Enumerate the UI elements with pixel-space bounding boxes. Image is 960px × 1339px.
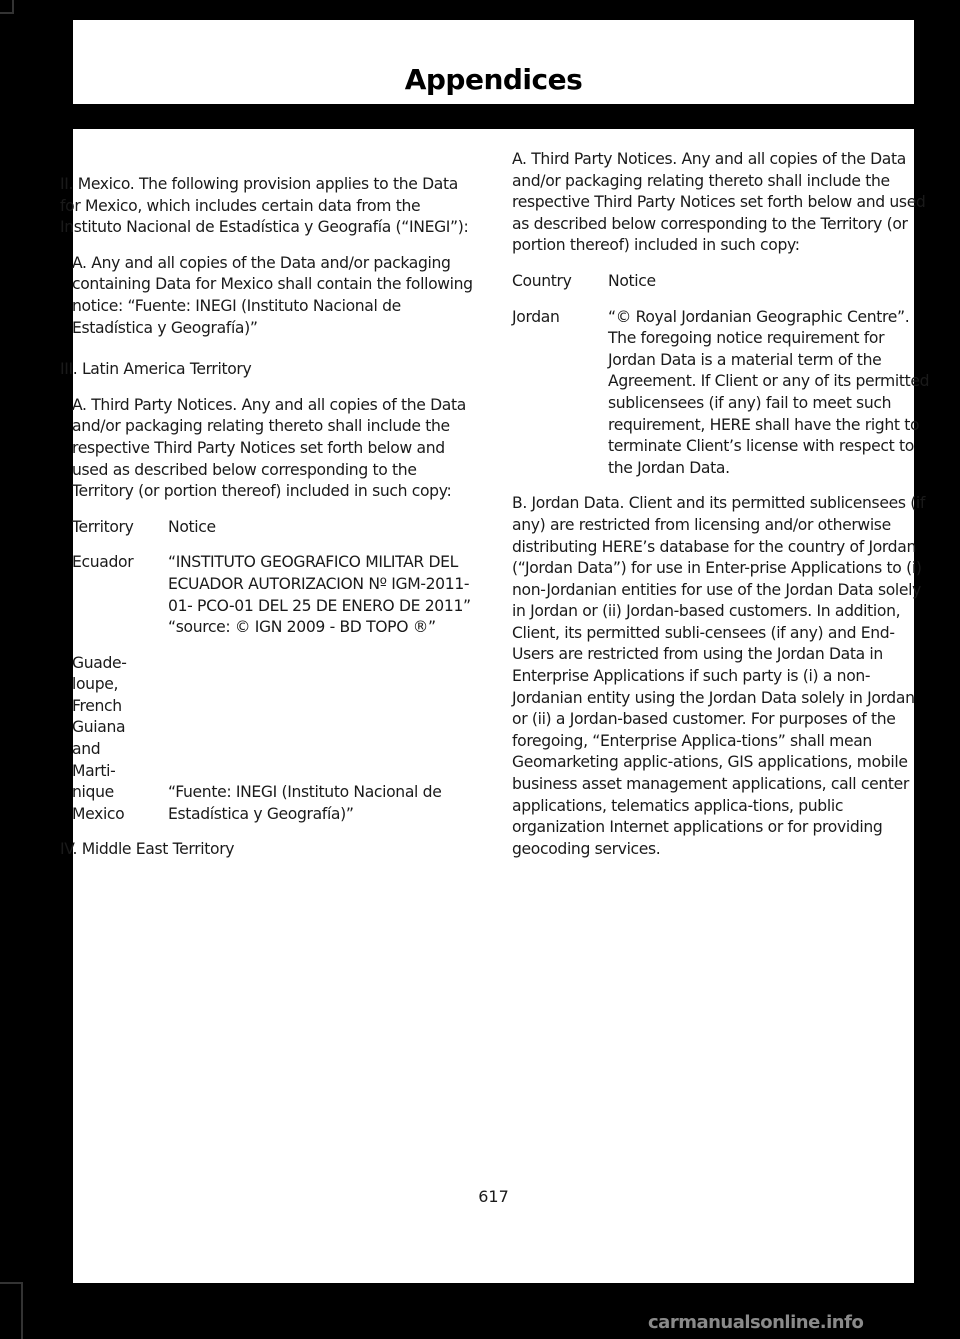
table-row — [72, 653, 480, 826]
table-header-country: Country — [512, 271, 572, 290]
right-column — [512, 149, 932, 874]
left-column — [60, 174, 480, 875]
latin-america-heading: III. Latin America Territory — [60, 360, 252, 379]
country-notice-table — [512, 271, 932, 479]
mexico-notice-paragraph: A. Any and all copies of the Data and/or packaging containing Data for Mexico shall contain the following notice: “Fuente: INEGI (Instituto Nacional de Estadística y Geografía)” — [72, 253, 473, 337]
table-cell-notice: “source: © IGN 2009 - BD TOPO ®” — [168, 618, 436, 637]
middle-east-notice-paragraph: A. Third Party Notices. Any and all copies of the Data and/or packaging relating thereto shall include the respective Third Party Notices set forth below and used as described below corresponding to the Territory (or portion thereof) included in such copy: — [512, 150, 926, 255]
crop-mark-bottom-left — [0, 1282, 23, 1339]
table-cell-territory — [72, 653, 168, 826]
table-cell-territory — [72, 617, 168, 653]
page-body — [60, 129, 930, 1283]
table-cell-notice: “INSTITUTO GEOGRAFICO MILITAR DEL ECUADOR AUTORIZACION Nº IGM-2011-01- PCO-01 DEL 25 DE ENERO DE 2011” — [168, 553, 471, 615]
page-title: Appendices — [404, 63, 583, 96]
middle-east-heading: IV. Middle East Territory — [60, 840, 235, 859]
table-cell-country: Jordan — [512, 307, 560, 326]
table-cell-territory: Ecuador — [72, 553, 134, 572]
table-header-notice: Notice — [608, 271, 656, 290]
mexico-intro-paragraph: II. Mexico. The following provision applies to the Data for Mexico, which includes certain data from the Instituto Nacional de Estadística y Geografía (“INEGI”): — [60, 175, 469, 237]
watermark-link[interactable]: carmanualsonline.info — [648, 1312, 864, 1333]
table-cell-notice: “© Royal Jordanian Geographic Centre”. The foregoing notice requirement for Jordan Data is a material term of the Agreement. If Client or any of its permitted sublicensees (if any) fail to meet such requirement, HERE shall have the right to terminate Client’s license with respect to the Jordan Data. — [608, 307, 930, 477]
table-header-notice: Notice — [168, 517, 216, 536]
page-number: 617 — [478, 1187, 509, 1206]
crop-mark-top-left — [0, 0, 14, 14]
table-cell-notice: “Fuente: INEGI (Instituto Nacional de Estadística y Geografía)” — [168, 783, 442, 823]
latin-america-notice-paragraph: A. Third Party Notices. Any and all copies of the Data and/or packaging relating thereto shall include the respective Third Party Notices set forth below and used as described below corresponding to the Territory (or portion thereof) included in such copy: — [72, 395, 466, 501]
territory-label: Guade-loupe, French Guiana and Marti-nique — [72, 653, 127, 802]
page-header — [73, 20, 914, 104]
table-header-territory: Territory — [72, 517, 134, 536]
territory-label: Mexico — [72, 804, 125, 823]
jordan-data-paragraph: B. Jordan Data. Client and its permitted sublicensees (if any) are restricted from licensing and/or otherwise distributing HERE’s database for the country of Jordan (“Jordan Data”) for use in Enter-prise Applications to (i) non-Jordanian entities for use of the Jordan Data solely in Jordan or (ii) Jordan-based customers. In addition, Client, its permitted subli-censees (if any) and End-Users are restricted from using the Jordan Data in Enterprise Applications if such party is (i) a non-Jordanian entity using the Jordan Data solely in Jordan or (ii) a Jordan-based customer. For purposes of the foregoing, “Enterprise Applica-tions” shall mean Geomarketing applic-ations, GIS applications, mobile business asset management applications, call center applications, telematics applica-tions, public organization Internet applications or for providing geocoding services. — [512, 494, 926, 858]
territory-notice-table — [60, 517, 480, 826]
